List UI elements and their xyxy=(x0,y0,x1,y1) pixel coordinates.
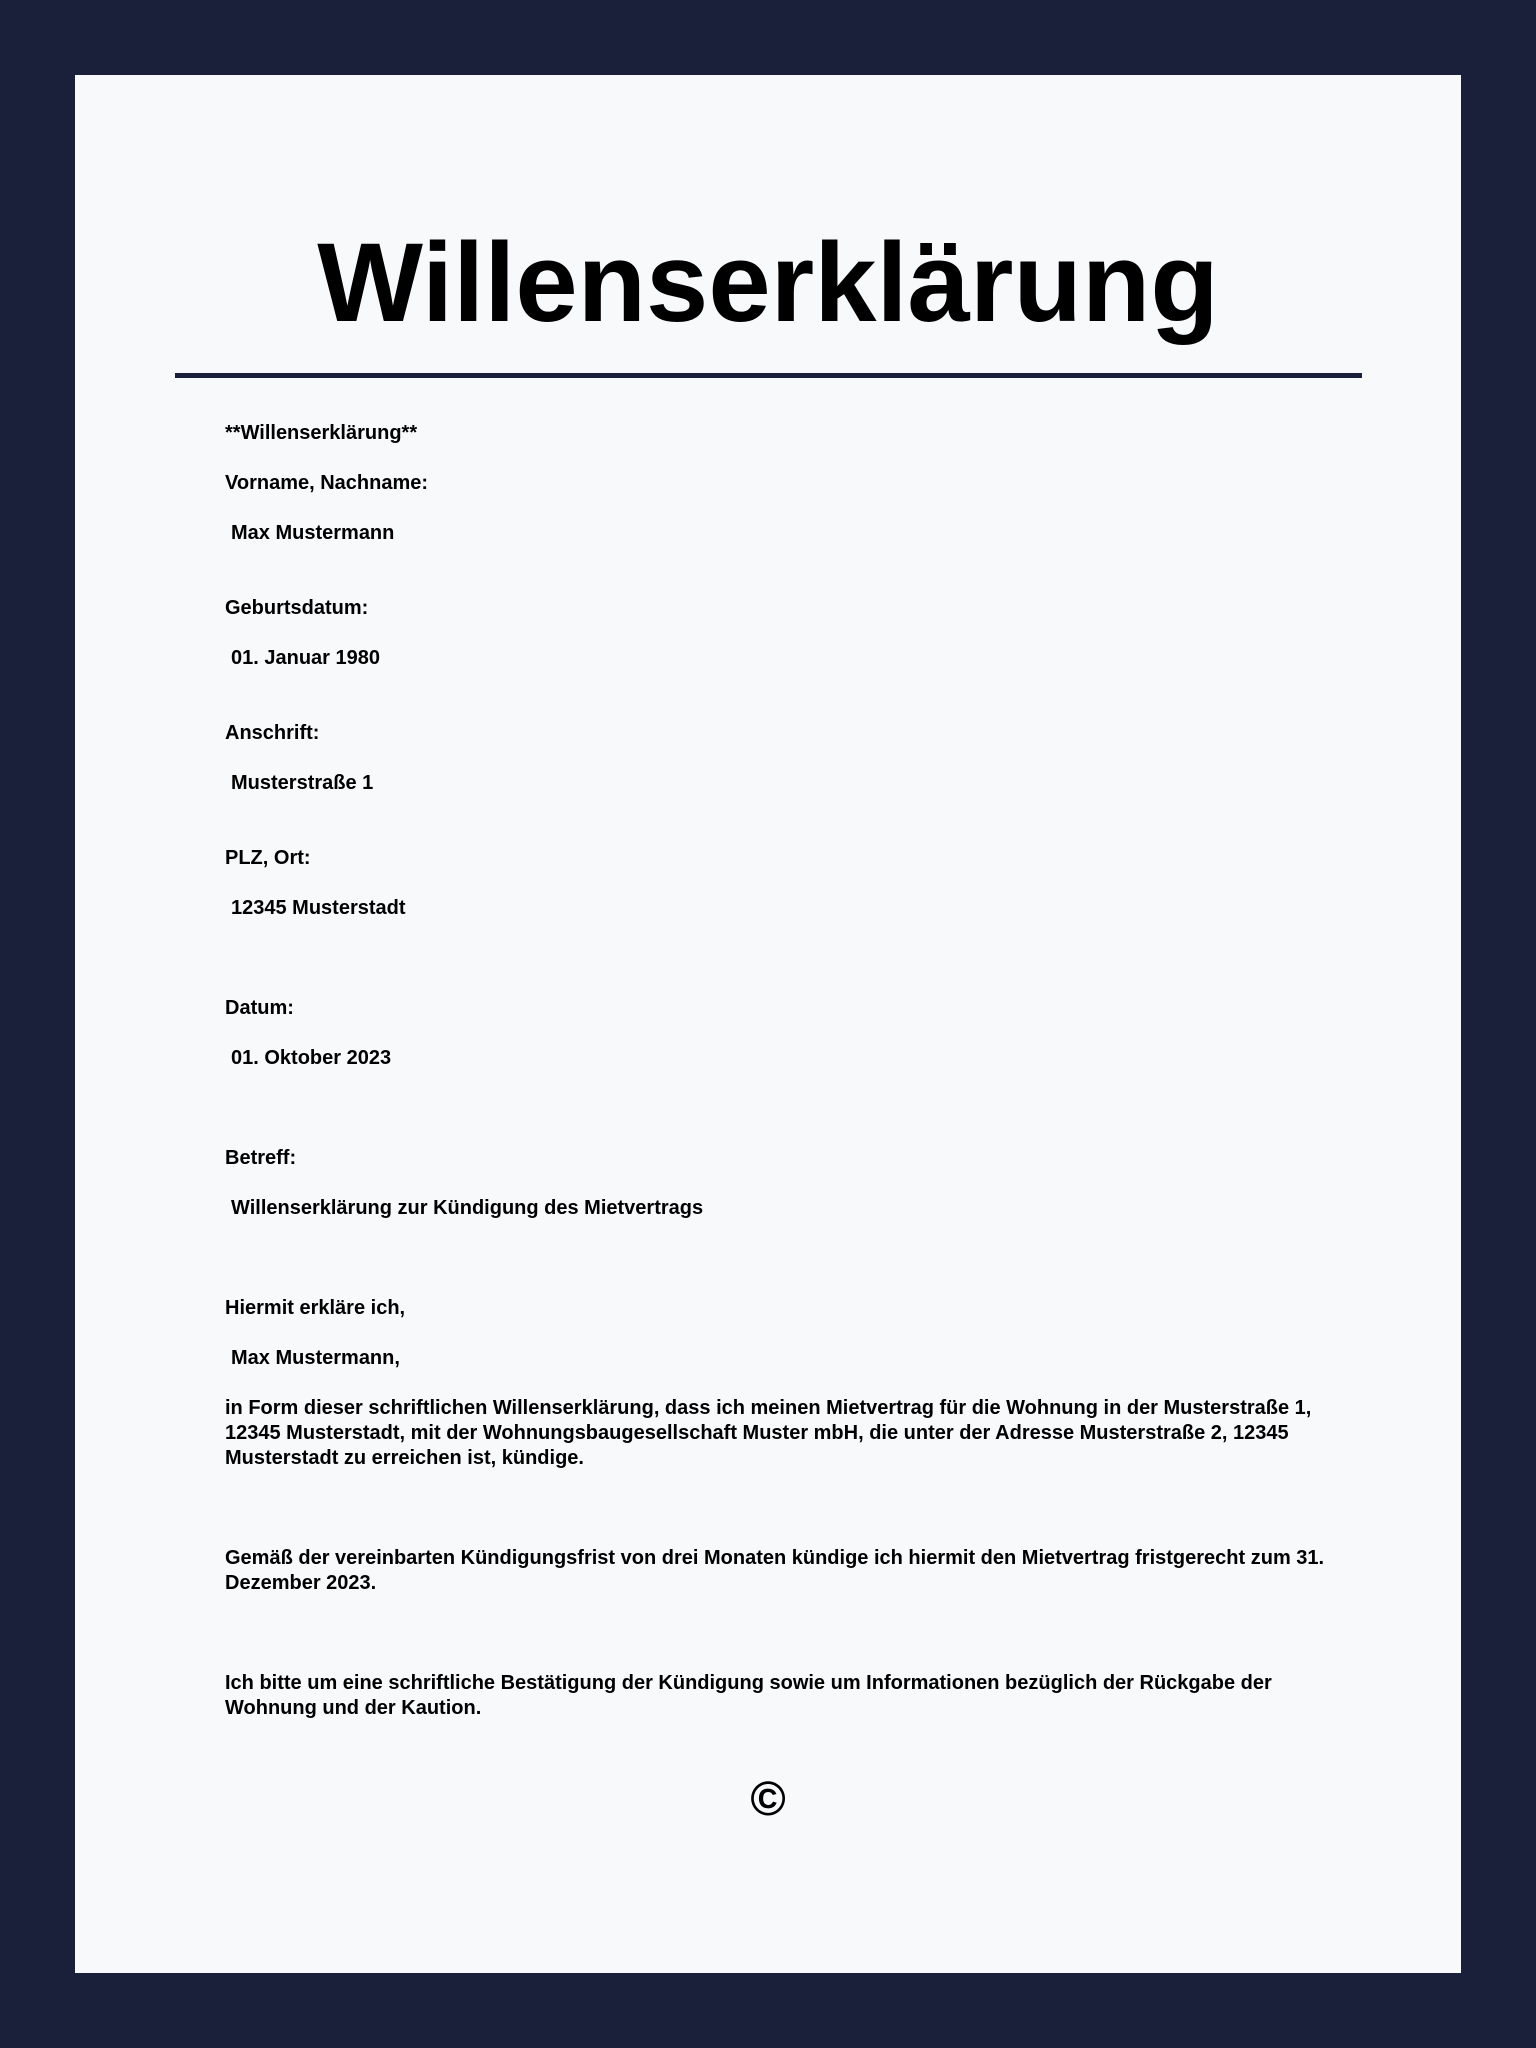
title-divider xyxy=(175,373,1362,378)
date-value: 01. Oktober 2023 xyxy=(231,1047,392,1069)
name-value: Max Mustermann xyxy=(231,522,395,544)
subject-label: Betreff: xyxy=(225,1147,297,1169)
subject-value: Willenserklärung zur Kündigung des Mietvertrags xyxy=(231,1197,704,1219)
address-label: Anschrift: xyxy=(225,722,320,744)
document-title: Willenserklärung xyxy=(317,220,1219,345)
date-label: Datum: xyxy=(225,997,294,1019)
city-value: 12345 Musterstadt xyxy=(231,897,406,919)
address-value: Musterstraße 1 xyxy=(231,772,374,794)
confirmation-request-paragraph: Ich bitte um eine schriftliche Bestätigung der Kündigung sowie um Informationen bezüglich der Rückgabe der Wohnung und der Kaution. xyxy=(225,1672,1272,1719)
name-label: Vorname, Nachname: xyxy=(225,472,429,494)
birth-date-value: 01. Januar 1980 xyxy=(231,647,380,669)
declaration-name: Max Mustermann, xyxy=(231,1347,400,1369)
birth-date-label: Geburtsdatum: xyxy=(225,597,369,619)
city-label: PLZ, Ort: xyxy=(225,847,311,869)
declaration-intro: Hiermit erkläre ich, xyxy=(225,1297,406,1319)
document-body xyxy=(225,421,1340,1721)
document-heading: **Willenserklärung** xyxy=(225,422,418,444)
notice-period-paragraph: Gemäß der vereinbarten Kündigungsfrist von drei Monaten kündige ich hiermit den Mietvertrag fristgerecht zum 31. Dezember 2023. xyxy=(225,1547,1325,1594)
declaration-paragraph: in Form dieser schriftlichen Willenserklärung, dass ich meinen Mietvertrag für die Wohnung in der Musterstraße 1, 12345 Musterstadt, mit der Wohnungsbaugesellschaft Muster mbH, die unter der Adresse Musterstraße 2, 12345 Musterstadt zu erreichen ist, kündige. xyxy=(225,1397,1312,1469)
copyright-icon: © xyxy=(750,1773,786,1826)
